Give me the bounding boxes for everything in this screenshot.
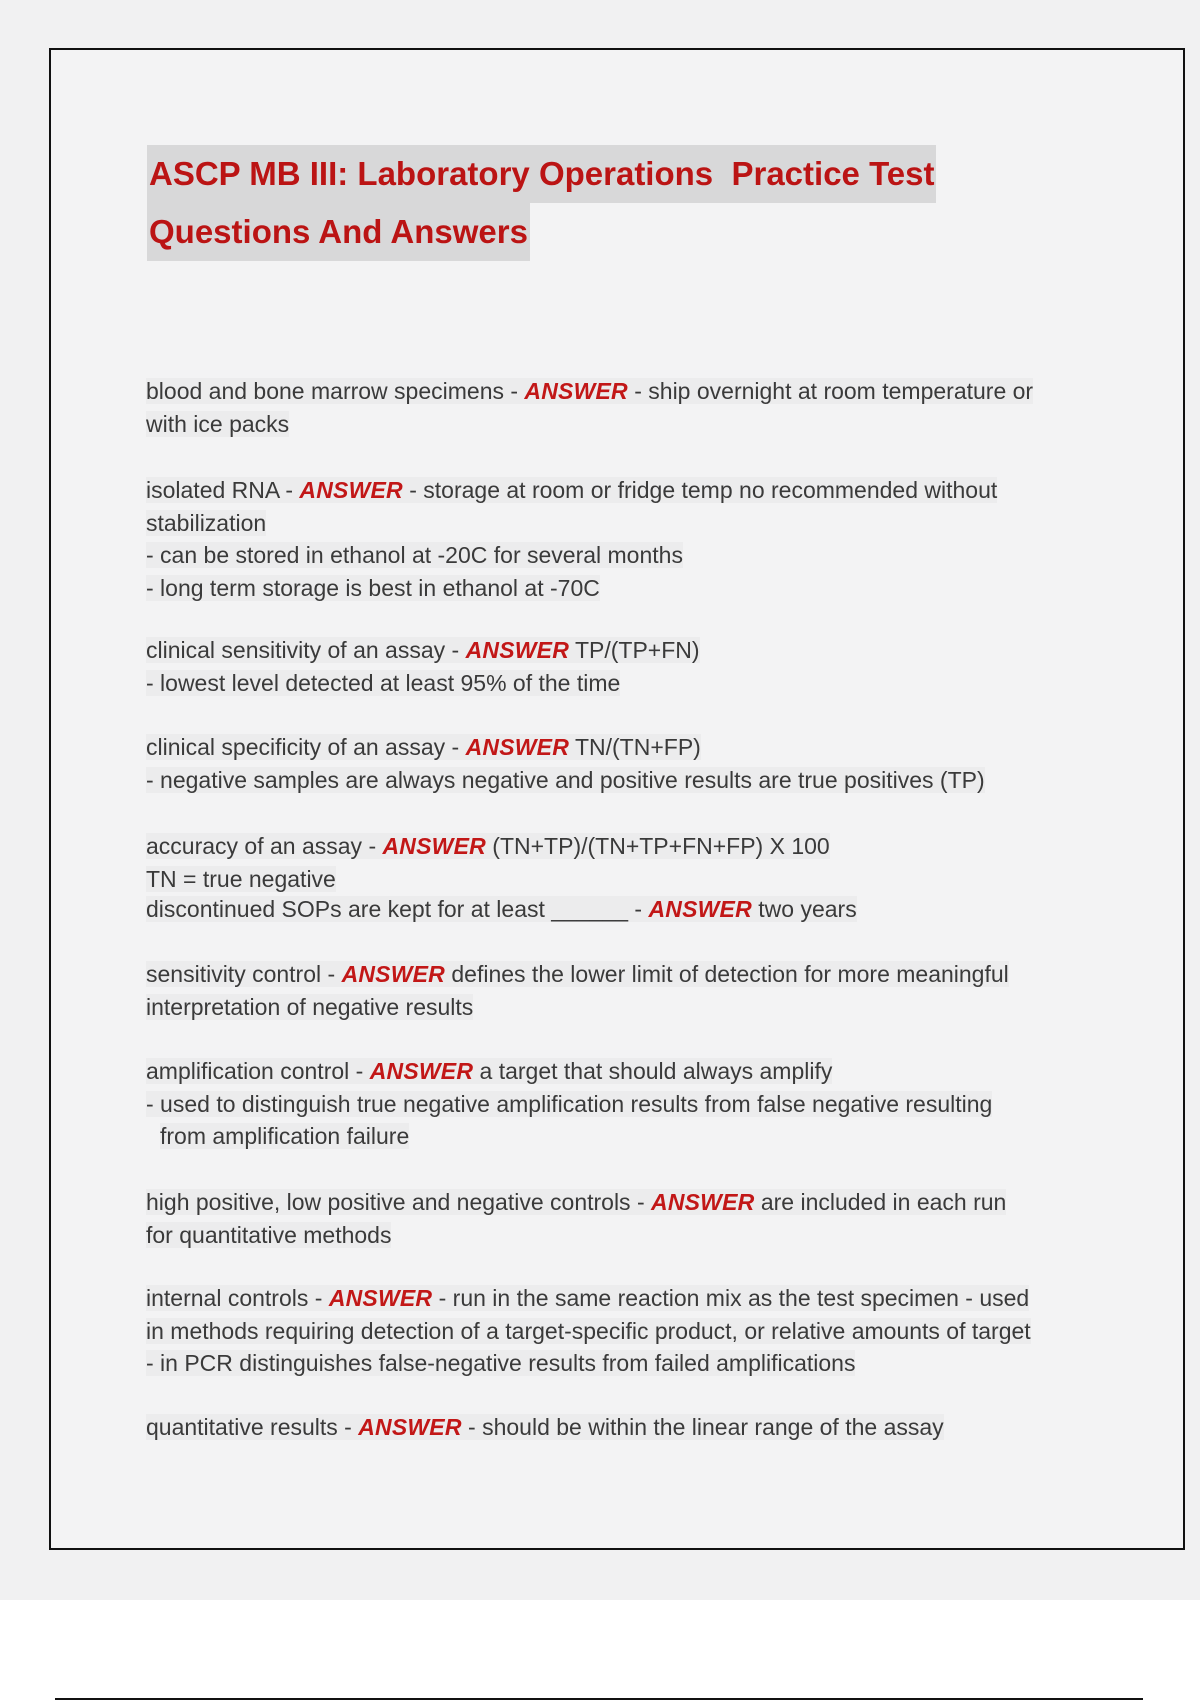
answer-continuation: - long term storage is best in ethanol at -70C [146, 574, 600, 601]
title-line-2: Questions And Answers [147, 203, 530, 261]
answer-label: ANSWER [382, 833, 486, 859]
answer-text: - storage at room or fridge temp no recommended without [402, 477, 998, 503]
qa-item [146, 1055, 1136, 1153]
answer-continuation: stabilization [146, 509, 267, 536]
qa-item [146, 1282, 1136, 1380]
qa-item [146, 1411, 1136, 1444]
answer-label: ANSWER [358, 1414, 462, 1440]
question-text: amplification control - [146, 1058, 370, 1084]
question-text: isolated RNA - [146, 477, 300, 503]
question-text: sensitivity control - [146, 961, 342, 987]
answer-label: ANSWER [524, 378, 628, 404]
qa-item [146, 375, 1136, 440]
qa-item [146, 634, 1136, 699]
document-page [49, 48, 1185, 1550]
title-line-1: ASCP MB III: Laboratory Operations Practice Test [147, 145, 936, 203]
answer-label: ANSWER [328, 1285, 433, 1311]
answer-text: (TN+TP)/(TN+TP+FN+FP) X 100 [485, 833, 830, 859]
answer-text: a target that should always amplify [473, 1058, 833, 1084]
answer-label: ANSWER [651, 1189, 755, 1215]
answer-text: - should be within the linear range of the assay [461, 1414, 944, 1440]
document-title [147, 145, 936, 261]
question-text: discontinued SOPs are kept for at least ______ - [146, 896, 649, 922]
answer-text: are included in each run [754, 1189, 1007, 1215]
answer-continuation: for quantitative methods [146, 1221, 392, 1248]
question-text: clinical sensitivity of an assay - [146, 637, 466, 663]
qa-item [146, 830, 1136, 895]
answer-continuation: with ice packs [146, 410, 290, 437]
answer-label: ANSWER [648, 896, 752, 922]
qa-item [146, 958, 1136, 1023]
answer-continuation: TN = true negative [146, 865, 336, 892]
question-text: accuracy of an assay - [146, 833, 383, 859]
answer-continuation: - can be stored in ethanol at -20C for several months [146, 542, 683, 568]
answer-text: - run in the same reaction mix as the test specimen - used [432, 1285, 1030, 1311]
answer-label: ANSWER [369, 1058, 474, 1084]
qa-item [146, 731, 1136, 796]
question-text: quantitative results - [146, 1414, 359, 1440]
qa-item [146, 893, 1136, 926]
answer-text: two years [751, 896, 857, 922]
answer-continuation: from amplification failure [160, 1123, 410, 1149]
answer-label: ANSWER [465, 734, 569, 760]
question-text: high positive, low positive and negative controls - [146, 1189, 652, 1215]
question-text: blood and bone marrow specimens - [146, 378, 525, 404]
question-text: clinical specificity of an assay - [146, 734, 466, 760]
answer-label: ANSWER [465, 637, 569, 663]
qa-item [146, 1186, 1136, 1251]
answer-text: TN/(TN+FP) [569, 734, 701, 760]
answer-text: defines the lower limit of detection for more meaningful [444, 961, 1009, 987]
answer-text: TP/(TP+FN) [569, 637, 700, 663]
answer-continuation: in methods requiring detection of a target-specific product, or relative amounts of target [146, 1317, 1031, 1344]
answer-continuation: interpretation of negative results [146, 993, 474, 1020]
answer-continuation: - in PCR distinguishes false-negative results from failed amplifications [146, 1350, 856, 1376]
answer-continuation: - negative samples are always negative and positive results are true positives (TP) [146, 766, 985, 793]
answer-label: ANSWER [341, 961, 445, 987]
answer-continuation: - lowest level detected at least 95% of the time [146, 669, 621, 696]
question-text: internal controls - [146, 1285, 329, 1311]
answer-text: - ship overnight at room temperature or [627, 378, 1034, 404]
answer-label: ANSWER [299, 477, 403, 503]
qa-item [146, 474, 1136, 604]
answer-continuation: - used to distinguish true negative amplification results from false negative resulting [146, 1090, 993, 1117]
